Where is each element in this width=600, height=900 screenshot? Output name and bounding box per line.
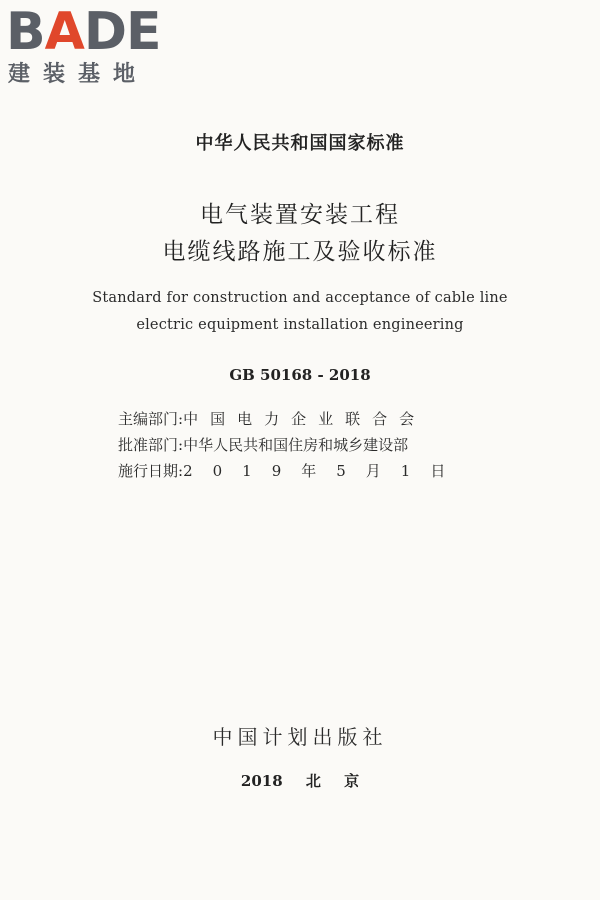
- approver-row: [118, 432, 465, 458]
- title-line-1: 电气装置安装工程: [200, 202, 400, 228]
- editor-row: [118, 406, 465, 432]
- publication-year-place: 2018 北 京: [240, 772, 360, 790]
- editor-label: 主编部门:: [118, 410, 184, 428]
- metadata-block: [118, 406, 465, 484]
- publisher-name: 中国计划出版社: [212, 725, 388, 749]
- standard-code: GB 50168 - 2018: [229, 366, 371, 384]
- english-title-line-1: Standard for construction and acceptance of cable line: [92, 290, 508, 306]
- editor-value: 中国电力企业联合会: [183, 410, 427, 428]
- national-standard-heading: 中华人民共和国国家标准: [195, 133, 405, 154]
- logo-letter-a-accent: A: [44, 2, 84, 62]
- logo-letter-b: B: [6, 2, 45, 62]
- effective-date-row: [118, 458, 465, 484]
- bade-logo: [6, 4, 176, 90]
- logo-wordmark: [6, 4, 161, 60]
- approver-label: 批准部门:: [118, 436, 184, 454]
- english-title-line-2: electric equipment installation engineering: [136, 317, 464, 333]
- logo-letters-de: DE: [83, 2, 161, 62]
- approver-value: 中华人民共和国住房和城乡建设部: [183, 436, 409, 454]
- title-line-2: 电缆线路施工及验收标准: [162, 239, 438, 265]
- effective-date-label: 施行日期:: [118, 462, 184, 480]
- logo-subtitle: 建装基地: [8, 62, 149, 87]
- effective-date-value: 2019年5月1日: [183, 462, 466, 480]
